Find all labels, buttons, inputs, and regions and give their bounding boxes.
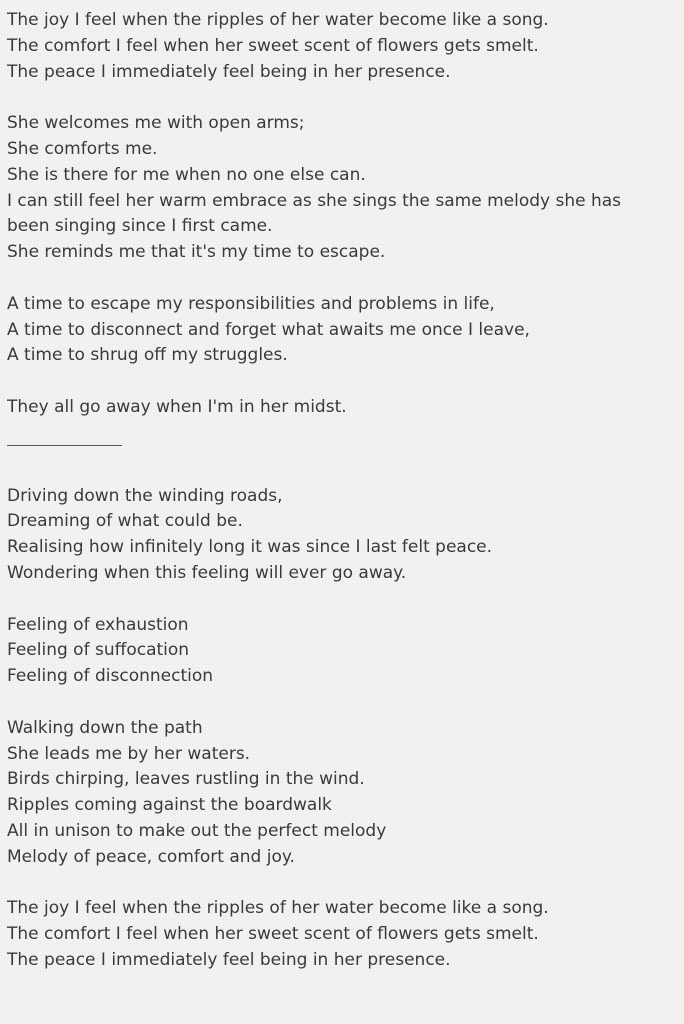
poem-line: The comfort I feel when her sweet scent of flowers gets smelt.	[7, 35, 539, 56]
stanza-gap	[7, 85, 684, 111]
poem-line: The comfort I feel when her sweet scent of flowers gets smelt.	[7, 924, 539, 945]
poem-line: The peace I immediately feel being in her presence.	[7, 61, 451, 82]
poem-line: A time to escape my responsibilities and problems in life,	[7, 293, 495, 314]
poem-line: She welcomes me with open arms;	[7, 113, 305, 134]
stanza-feelings	[7, 613, 684, 690]
stanza-gap	[7, 472, 684, 484]
poem-line: The joy I feel when the ripples of her water become like a song.	[7, 10, 549, 30]
stanza-closing	[7, 896, 684, 973]
poem-line: The joy I feel when the ripples of her water become like a song.	[7, 898, 549, 919]
poem-line: Feeling of disconnection	[7, 666, 214, 687]
poem-line: A time to disconnect and forget what awaits me once I leave,	[7, 319, 530, 340]
poem-line: I can still feel her warm embrace as she sings the same melody she has	[7, 190, 622, 211]
stanza-gap	[7, 690, 684, 716]
poem-line: A time to shrug off my struggles.	[7, 345, 288, 366]
stanza-midst	[7, 395, 684, 421]
poem-line: She reminds me that it's my time to escape.	[7, 242, 386, 263]
stanza-gap	[7, 871, 684, 897]
poem-line: Dreaming of what could be.	[7, 511, 243, 532]
stanza-gap	[7, 369, 684, 395]
poem-line: They all go away when I'm in her midst.	[7, 396, 347, 417]
poem-line: Realising how infinitely long it was since I last felt peace.	[7, 537, 493, 558]
stanza-gap	[7, 266, 684, 292]
poem-line: She comforts me.	[7, 138, 158, 159]
poem-line: Birds chirping, leaves rustling in the wind.	[7, 769, 365, 790]
stanza-welcome	[7, 111, 684, 266]
poem-line: Driving down the winding roads,	[7, 485, 283, 506]
poem-line: Walking down the path	[7, 717, 203, 738]
stanza-escape	[7, 292, 684, 369]
poem-line: Wondering when this feeling will ever go away.	[7, 562, 407, 583]
stanza-opening	[7, 8, 684, 85]
stanza-driving	[7, 484, 684, 587]
poem-line: The peace I immediately feel being in her presence.	[7, 949, 451, 970]
poem-line: She leads me by her waters.	[7, 743, 251, 764]
poem-line: been singing since I first came.	[7, 216, 273, 237]
poem-line: She is there for me when no one else can.	[7, 164, 366, 185]
poem-line: Melody of peace, comfort and joy.	[7, 846, 295, 867]
stanza-walking	[7, 716, 684, 871]
poem-line: Feeling of suffocation	[7, 640, 190, 661]
poem-line: Ripples coming against the boardwalk	[7, 795, 332, 816]
poem-line: Feeling of exhaustion	[7, 614, 189, 635]
stanza-gap	[7, 446, 684, 472]
poem-line: All in unison to make out the perfect melody	[7, 820, 387, 841]
stanza-gap	[7, 587, 684, 613]
